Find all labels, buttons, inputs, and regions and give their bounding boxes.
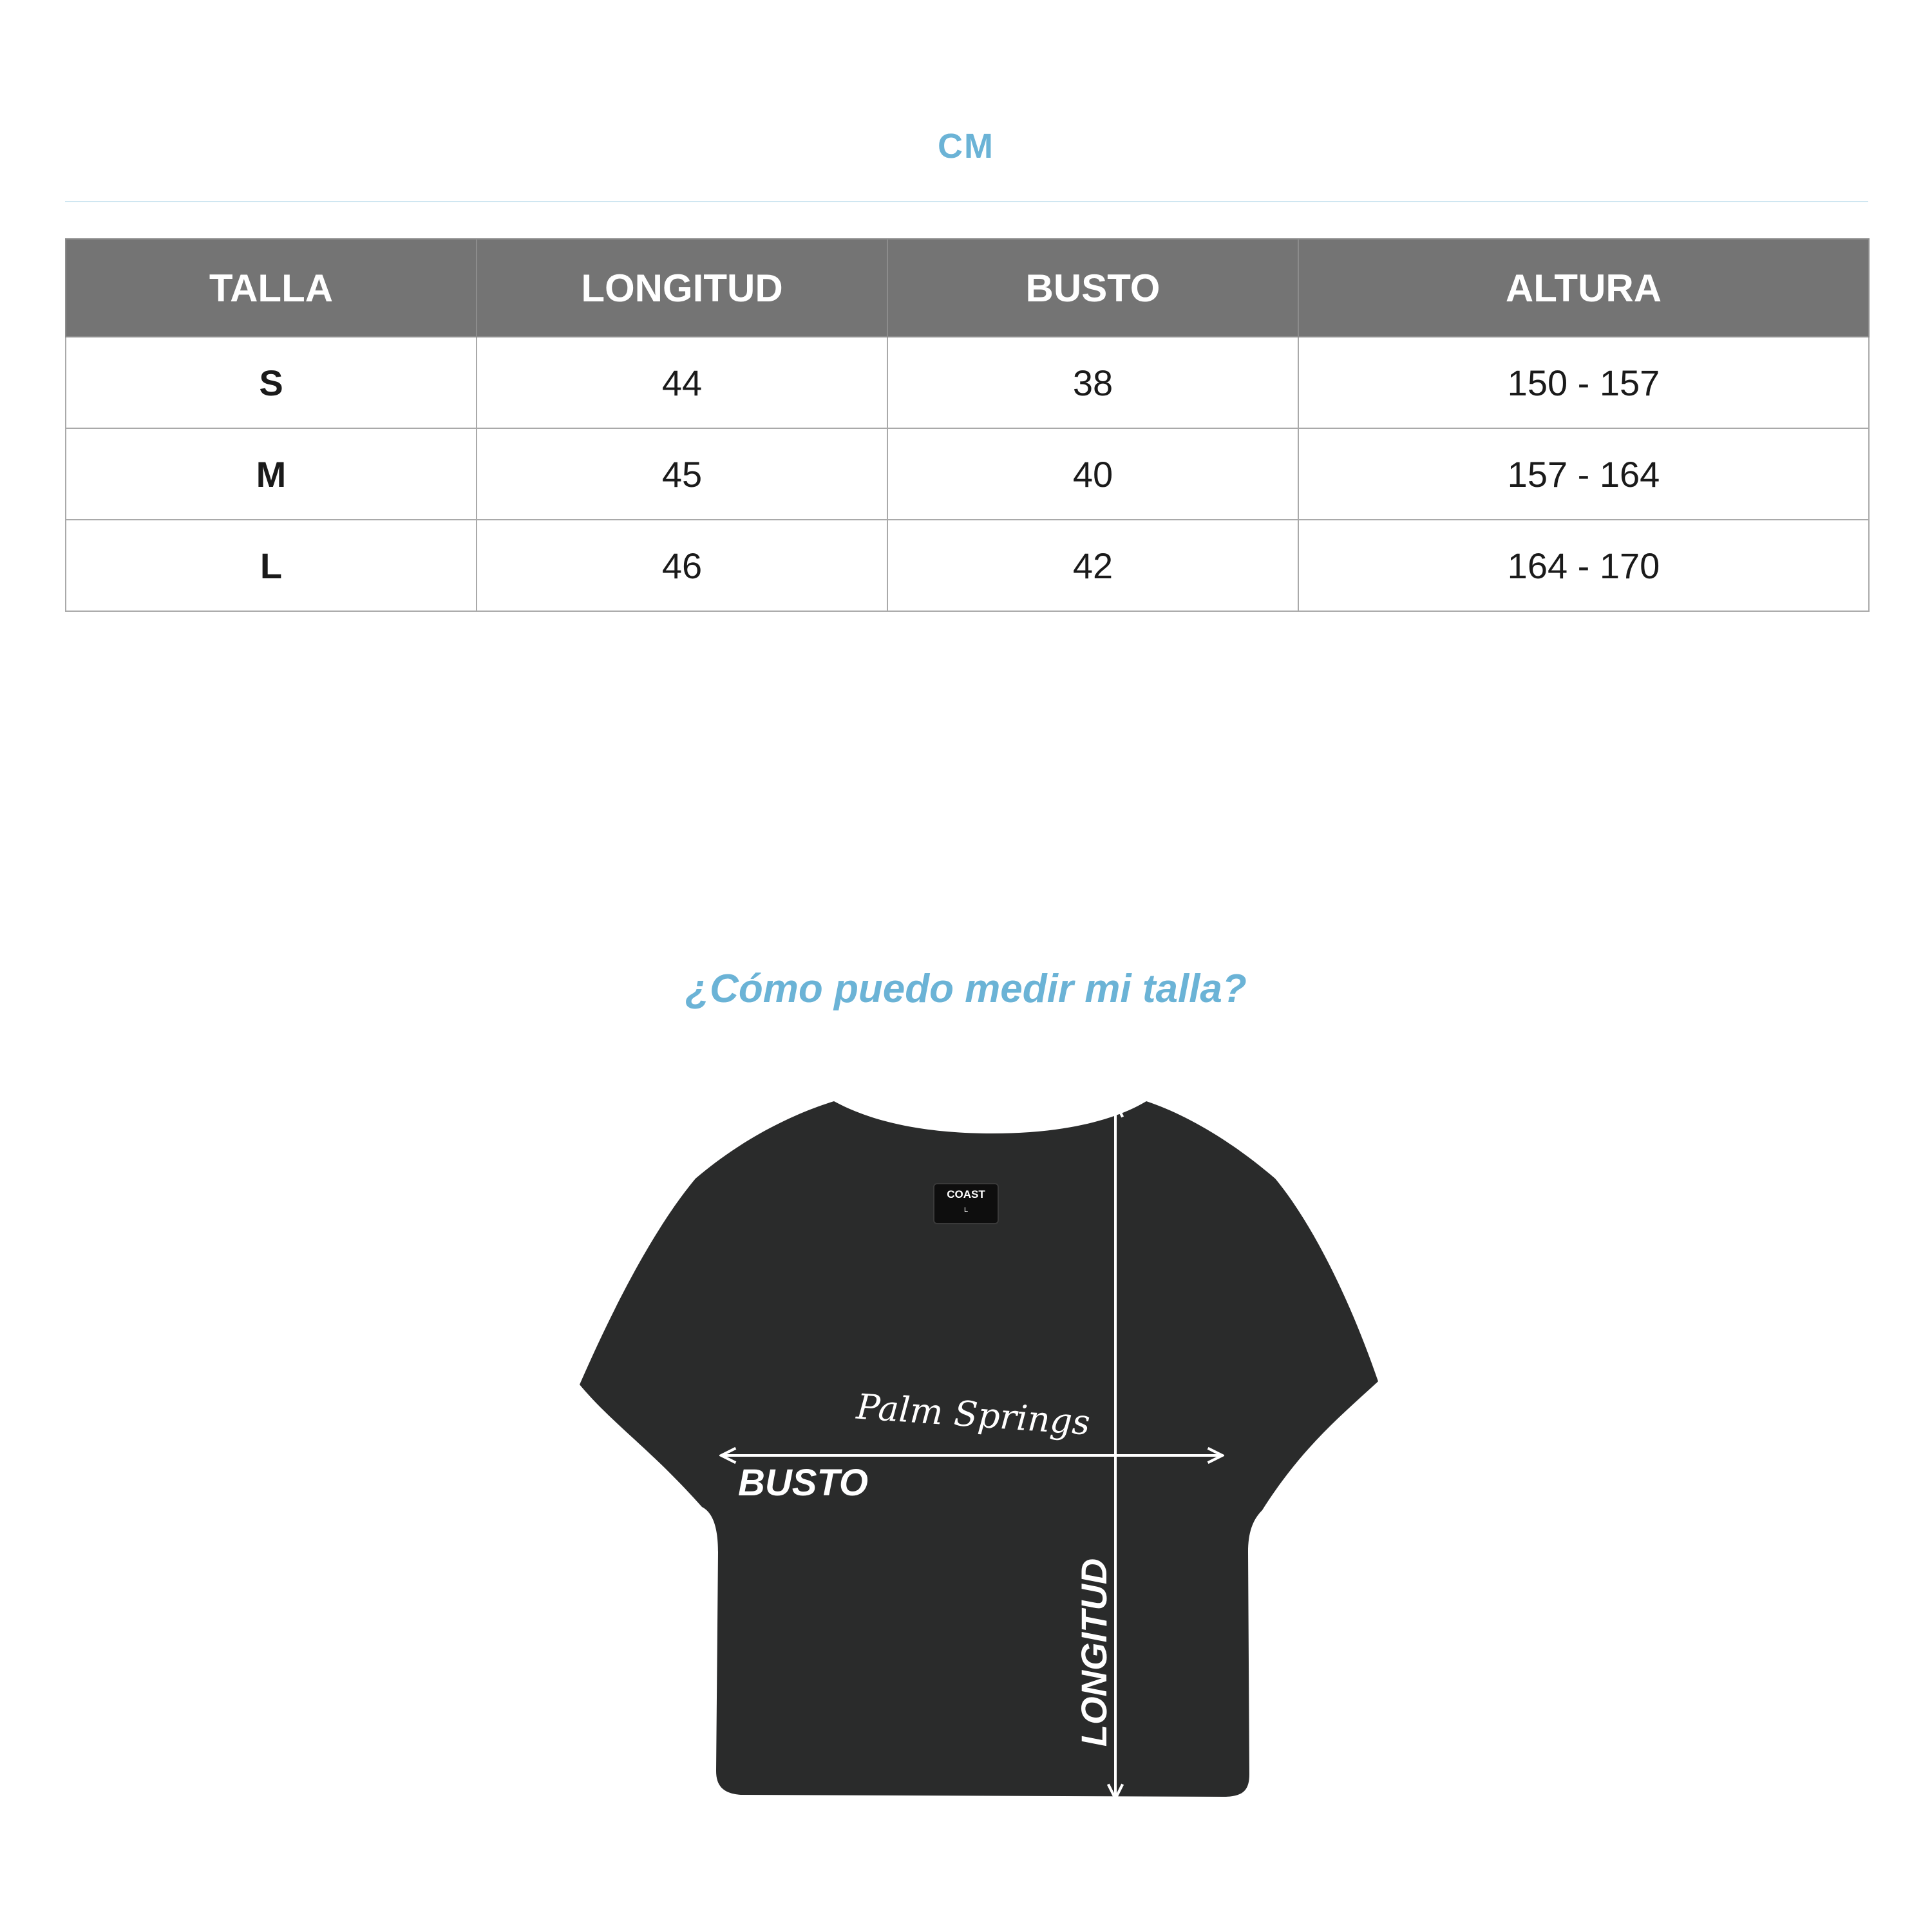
unit-divider (65, 201, 1868, 202)
length-cell: 44 (477, 337, 887, 428)
shirt-measurement-diagram (547, 1088, 1391, 1816)
table-header-row (66, 239, 1869, 337)
chest-print-text: Palm Springs (855, 1386, 1092, 1443)
size-cell: M (66, 428, 477, 520)
header-longitud: LONGITUD (477, 239, 887, 337)
table-row (66, 337, 1869, 428)
length-cell: 45 (477, 428, 887, 520)
bust-cell: 38 (887, 337, 1298, 428)
measure-help-title: ¿Cómo puedo medir mi talla? (685, 967, 1247, 1011)
brand-tag-size: L (963, 1206, 969, 1214)
table-row (66, 520, 1869, 611)
unit-label: CM (938, 127, 994, 166)
bust-cell: 40 (887, 428, 1298, 520)
table-row (66, 428, 1869, 520)
size-cell: S (66, 337, 477, 428)
header-busto: BUSTO (887, 239, 1298, 337)
height-cell: 150 - 157 (1298, 337, 1869, 428)
height-cell: 164 - 170 (1298, 520, 1869, 611)
header-altura: ALTURA (1298, 239, 1869, 337)
size-table (65, 238, 1870, 612)
length-cell: 46 (477, 520, 887, 611)
bust-label: BUSTO (738, 1462, 868, 1504)
height-cell: 157 - 164 (1298, 428, 1869, 520)
bust-cell: 42 (887, 520, 1298, 611)
length-label: LONGITUD (1074, 1558, 1114, 1747)
brand-tag-logo: COAST (947, 1188, 985, 1200)
size-cell: L (66, 520, 477, 611)
header-talla: TALLA (66, 239, 477, 337)
brand-tag (934, 1184, 998, 1224)
